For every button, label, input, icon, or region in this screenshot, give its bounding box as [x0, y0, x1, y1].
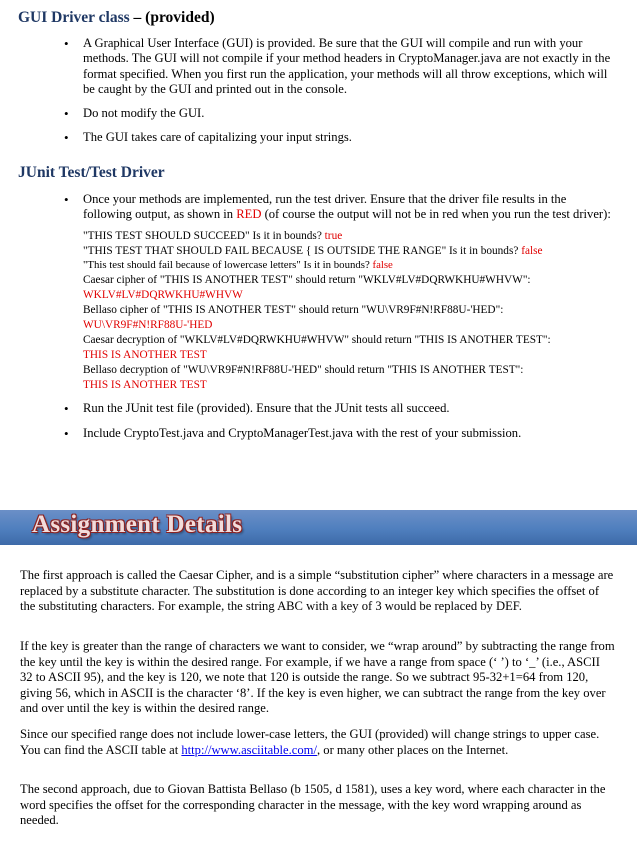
output-line-result: WU\VR9F#N!RF88U-'HED [83, 319, 213, 332]
output-line-result: THIS IS ANOTHER TEST [83, 348, 207, 361]
output-line: Caesar decryption of "WKLV#LV#DQRWKHU#WHVW" should return "THIS IS ANOTHER TEST": [83, 333, 551, 346]
section-banner [0, 510, 637, 545]
junit-bullet-1 [60, 192, 615, 393]
output-line: Bellaso cipher of "THIS IS ANOTHER TEST" should return "WU\VR9F#N!RF88U-'HED": [83, 304, 504, 317]
output-line [83, 229, 615, 244]
output-line [83, 258, 615, 273]
junit-bullet-2: • Run the JUnit test file (provided). Ensure that the JUnit tests all succeed. [60, 401, 615, 416]
output-line [83, 244, 615, 259]
details-paragraph-4: The second approach, due to Giovan Battista Bellaso (b 1505, d 1581), uses a key word, where each character in the word specifies the offset for the corresponding character in the message, with the key word wrapping around as needed. [20, 782, 606, 828]
output-line-result: true [324, 229, 343, 242]
junit-bullet-3: • Include CryptoTest.java and CryptoManagerTest.java with the rest of your submission. [60, 426, 615, 441]
details-paragraph-2: If the key is greater than the range of characters we want to consider, we “wrap around” by subtracting the range from the key until the key is within the desired range. For example, if we have a range from space (‘ ’) to ‘_’ (i.e., ASCII 32 to ASCII 95), and the key is 120, we note that 120 is outside the range. So we subtract 95-32+1=64 from 120, giving 56, which in ASCII is the character ‘8’. If the key is even higher, we can subtract the range from the key over and over until the key is within the desired range. [20, 639, 615, 716]
output-line-text: "This test should fail because of lowercase letters" Is it in bounds? [83, 259, 373, 272]
output-line-result: WKLV#LV#DQRWKHU#WHVW [83, 289, 243, 302]
gui-section-heading [18, 9, 215, 27]
gui-heading-suffix: – (provided) [129, 9, 215, 26]
gui-bullet-list [60, 36, 615, 146]
junit-bullet-1-text-a: Once your methods are implemented, run the test driver. Ensure that the driver file results in the following output, as shown in [83, 192, 567, 222]
test-driver-output [83, 229, 615, 393]
junit-bullet-list [60, 192, 615, 441]
output-line: Bellaso decryption of "WU\VR9F#N!RF88U-'HED" should return "THIS IS ANOTHER TEST": [83, 363, 524, 376]
output-line: Caesar cipher of "THIS IS ANOTHER TEST" should return "WKLV#LV#DQRWKHU#WHVW": [83, 274, 531, 287]
output-line-result: false [521, 244, 543, 257]
gui-bullet-3: • The GUI takes care of capitalizing your input strings. [60, 130, 615, 145]
banner-title: Assignment Details [32, 511, 243, 538]
gui-heading-title: GUI Driver class [18, 9, 130, 26]
details-paragraph-3-text-b: , or many other places on the Internet. [316, 742, 509, 757]
details-paragraph-3-text-a: Since our specified range does not include lower-case letters, the GUI (provided) will change strings to upper case. You can find the ASCII table at [20, 727, 600, 757]
gui-bullet-2: • Do not modify the GUI. [60, 106, 615, 121]
output-line-result: false [372, 259, 393, 272]
output-line-text: "THIS TEST THAT SHOULD FAIL BECAUSE { IS OUTSIDE THE RANGE" Is it in bounds? [83, 244, 522, 257]
ascii-table-link[interactable]: http://www.asciitable.com/ [181, 742, 317, 757]
details-paragraph-3 [20, 727, 615, 758]
junit-bullet-1-red-word: RED [236, 207, 262, 222]
gui-bullet-1: • A Graphical User Interface (GUI) is provided. Be sure that the GUI will compile and run with your methods. The GUI will not compile if your method headers in CryptoManager.java are not exactly in the format specified. When you first run the application, your methods will all throw exceptions, which will be caught by the GUI and printed out in the console. [60, 36, 615, 97]
output-line-result: THIS IS ANOTHER TEST [83, 378, 207, 391]
details-paragraph-1: The first approach is called the Caesar Cipher, and is a simple “substitution cipher” where characters in a message are replaced by a substitute character. The substitution is done according to an integer key which specifies the offset of the substituting characters. For example, the string ABC with a key of 3 would be replaced by DEF. [20, 568, 614, 614]
junit-bullet-1-text-b: (of course the output will not be in red when you run the test driver): [261, 207, 611, 222]
output-line-text: "THIS TEST SHOULD SUCCEED" Is it in bounds? [83, 229, 325, 242]
junit-section-heading: JUnit Test/Test Driver [18, 164, 165, 181]
